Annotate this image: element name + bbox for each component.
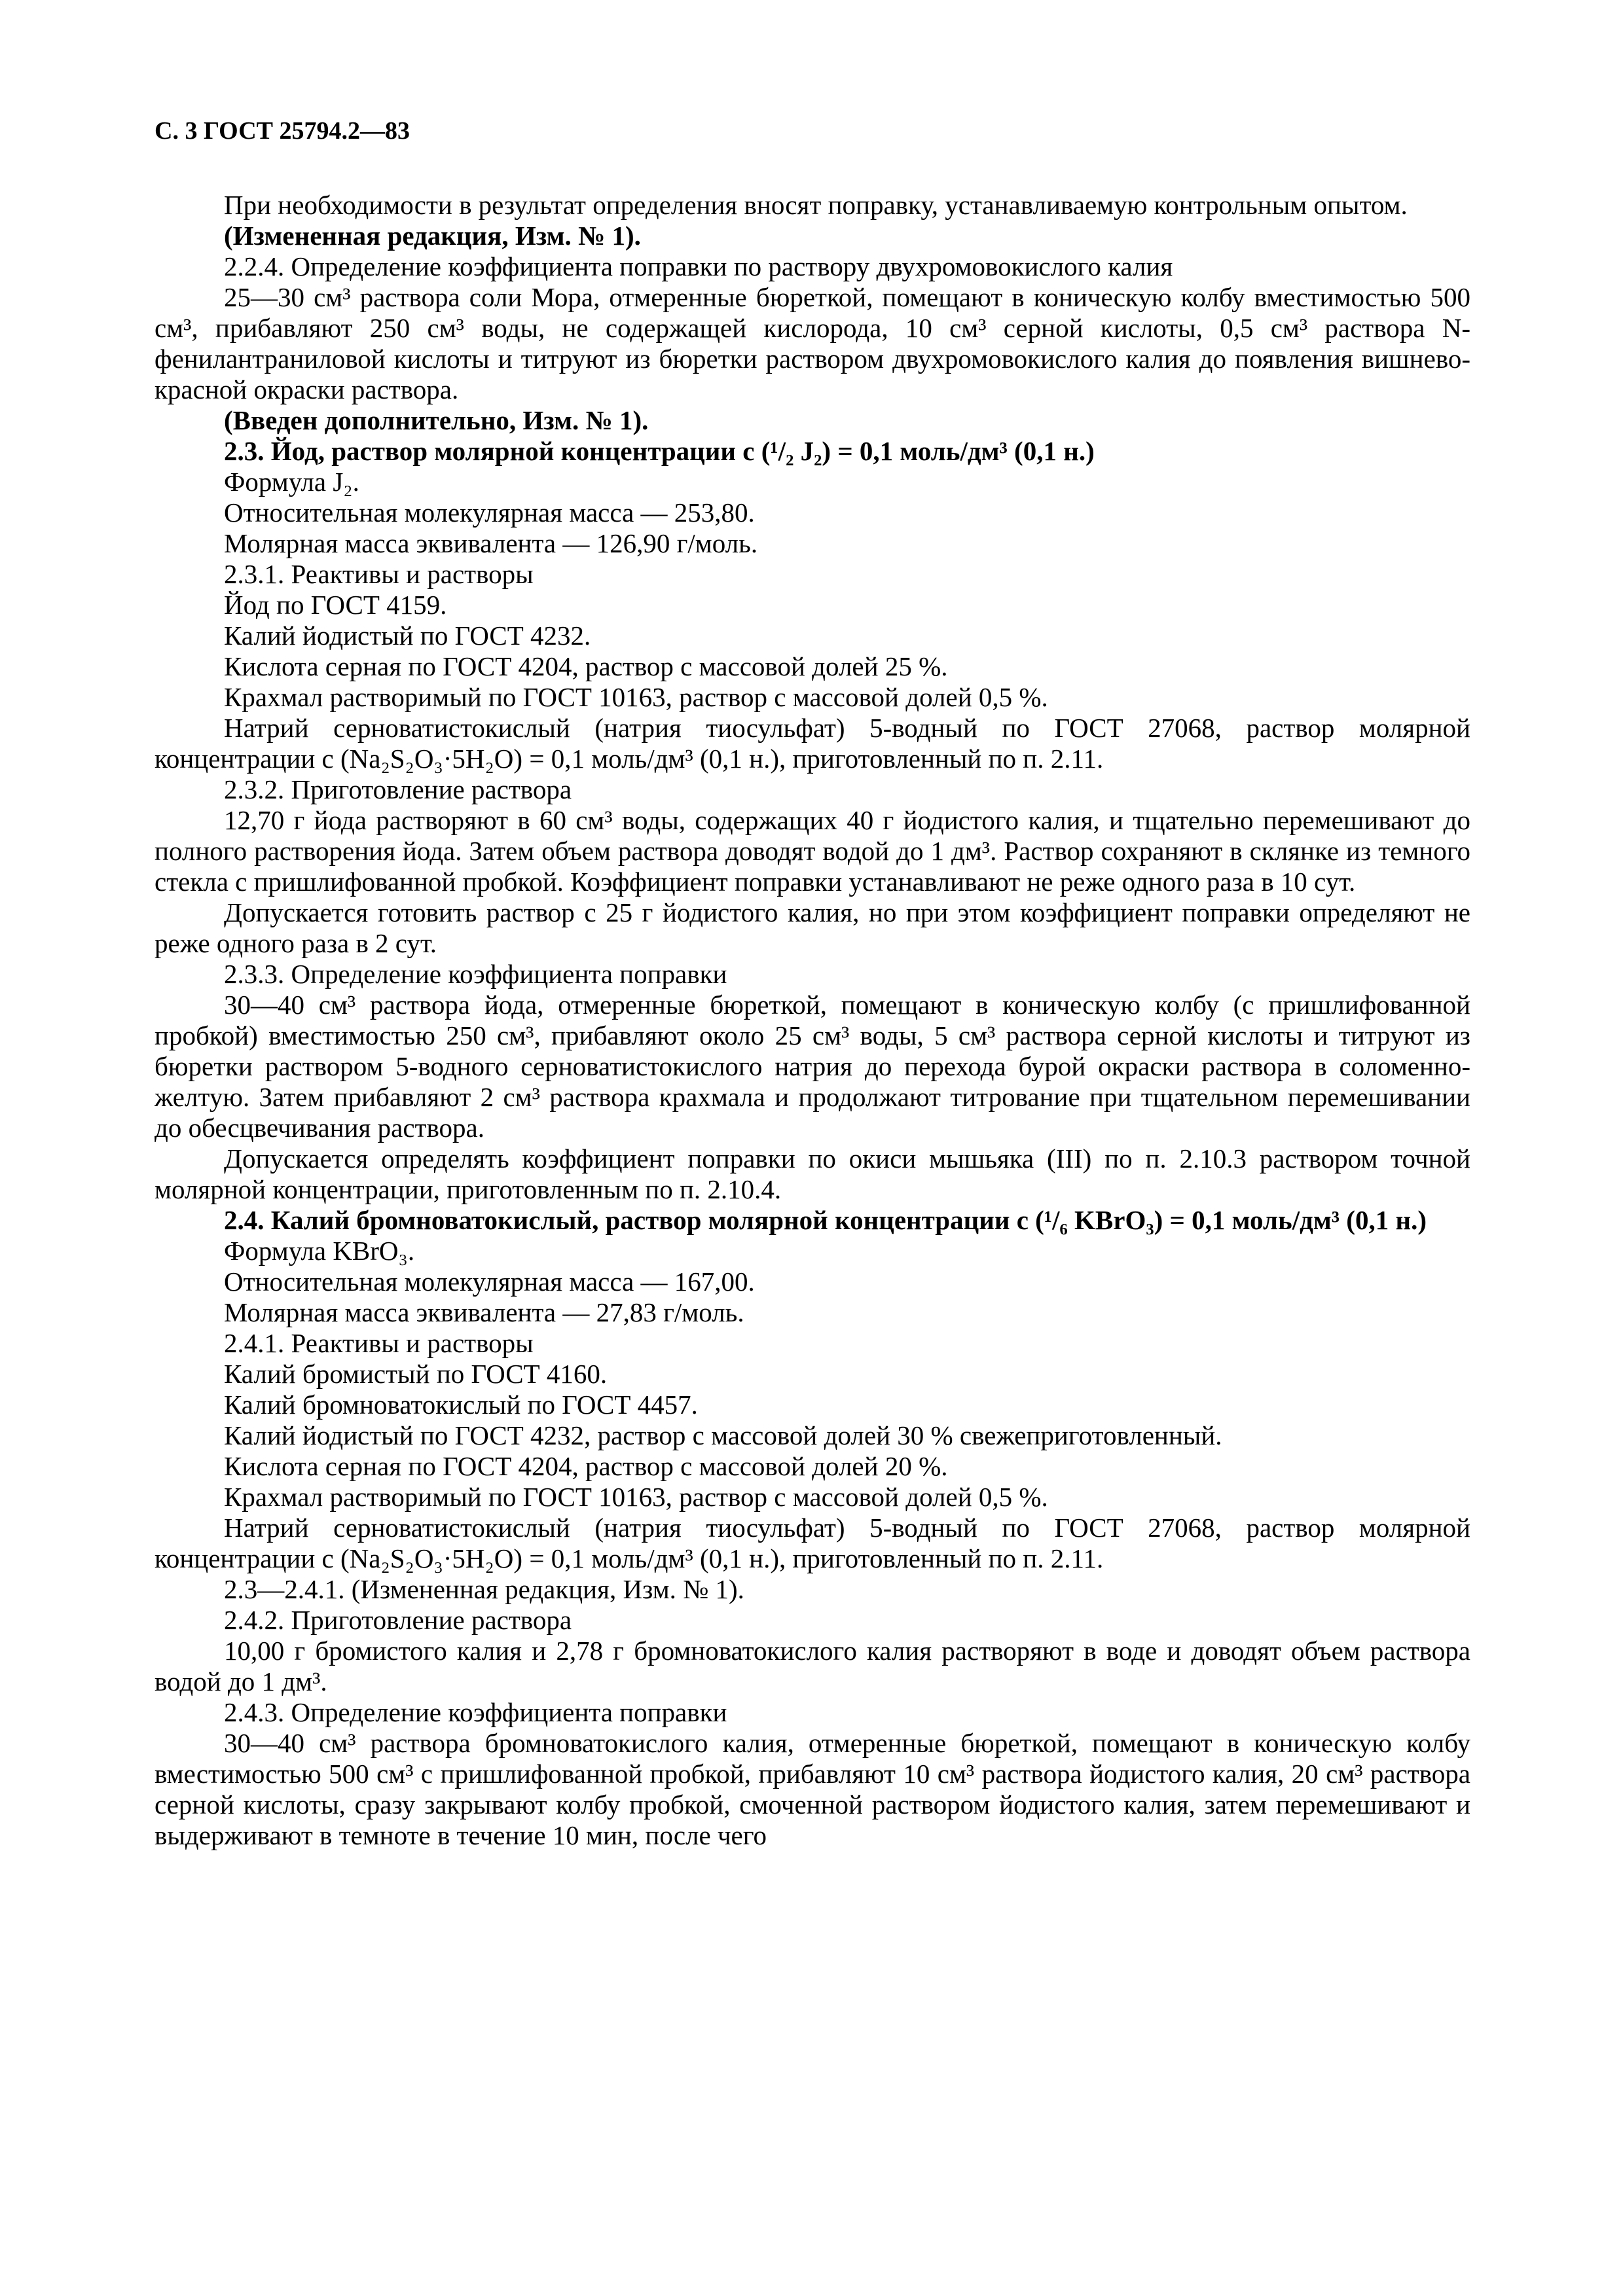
paragraph: Молярная масса эквивалента — 126,90 г/моль. <box>224 528 758 558</box>
paragraph: Кислота серная по ГОСТ 4204, раствор с массовой долей 25 %. <box>224 651 948 681</box>
paragraph: Допускается готовить раствор с 25 г йодистого калия, но при этом коэффициент поправки определяют не реже одного раза в 2 сут. <box>155 897 1470 958</box>
section-heading: 2.2.4. Определение коэффициента поправки по раствору двухромовокислого калия <box>224 251 1173 281</box>
paragraph: Крахмал растворимый по ГОСТ 10163, раствор с массовой долей 0,5 %. <box>224 1482 1048 1512</box>
paragraph: Натрий серноватистокислый (натрия тиосульфат) 5-водный по ГОСТ 27068, раствор молярной концентрации c (Na₂S₂O₃·5H₂O) = 0,1 моль/дм³ (0,1 н.), приготовленный по п. 2.11. <box>155 1513 1470 1573</box>
paragraph: Йод по ГОСТ 4159. <box>224 590 447 620</box>
section-heading: 2.3.1. Реактивы и растворы <box>224 559 534 589</box>
paragraph: Калий йодистый по ГОСТ 4232. <box>224 620 591 651</box>
paragraph: Калий бромноватокислый по ГОСТ 4457. <box>224 1390 698 1420</box>
paragraph: Формула KBrO₃. <box>224 1236 415 1266</box>
paragraph: Натрий серноватистокислый (натрия тиосульфат) 5-водный по ГОСТ 27068, раствор молярной концентрации c (Na₂S₂O₃·5H₂O) = 0,1 моль/дм³ (0,1 н.), приготовленный по п. 2.11. <box>155 713 1470 774</box>
paragraph: 10,00 г бромистого калия и 2,78 г бромноватокислого калия растворяют в воде и доводят объем раствора водой до 1 дм³. <box>155 1636 1470 1696</box>
paragraph: 25—30 см³ раствора соли Мора, отмеренные бюреткой, помещают в коническую колбу вместимостью 500 см³, прибавляют 250 см³ воды, не содержащей кислорода, 10 см³ серной кислоты, 0,5 см³ раствора N-фенилантраниловой кислоты и титруют из бюретки раствором двухромовокислого калия до появления вишнево-красной окраски раствора. <box>155 282 1470 404</box>
amendment-note: (Измененная редакция, Изм. № 1). <box>224 221 641 251</box>
paragraph: Относительная молекулярная масса — 167,00. <box>224 1266 755 1297</box>
paragraph: 12,70 г йода растворяют в 60 см³ воды, содержащих 40 г йодистого калия, и тщательно перемешивают до полного растворения йода. Затем объем раствора доводят водой до 1 дм³. Раствор сохраняют в склянке из темного стекла с пришлифованной пробкой. Коэффициент поправки устанавливают не реже одного раза в 10 сут. <box>155 805 1470 897</box>
amendment-note: (Введен дополнительно, Изм. № 1). <box>224 405 649 435</box>
page-header: С. 3 ГОСТ 25794.2—83 <box>155 117 410 145</box>
section-heading: 2.3. Йод, раствор молярной концентрации c (¹/₂ J₂) = 0,1 моль/дм³ (0,1 н.) <box>224 436 1095 466</box>
paragraph: Кислота серная по ГОСТ 4204, раствор с массовой долей 20 %. <box>224 1451 948 1481</box>
section-heading: 2.3.2. Приготовление раствора <box>224 774 572 804</box>
paragraph: 30—40 см³ раствора йода, отмеренные бюреткой, помещают в коническую колбу (с пришлифованной пробкой) вместимостью 250 см³, прибавляют около 25 см³ воды, 5 см³ раствора серной кислоты и титруют из бюретки раствором 5-водного серноватистокислого натрия до перехода бурой окраски раствора в соломенно-желтую. Затем прибавляют 2 см³ раствора крахмала и продолжают титрование при тщательном перемешивании до обесцвечивания раствора. <box>155 990 1470 1143</box>
paragraph: Калий бромистый по ГОСТ 4160. <box>224 1359 608 1389</box>
document-body <box>155 190 1470 1851</box>
paragraph: Калий йодистый по ГОСТ 4232, раствор с массовой долей 30 % свежеприготовленный. <box>224 1420 1222 1450</box>
paragraph: Крахмал растворимый по ГОСТ 10163, раствор с массовой долей 0,5 %. <box>224 682 1048 712</box>
paragraph: При необходимости в результат определения вносят поправку, устанавливаемую контрольным опытом. <box>224 190 1408 220</box>
section-heading: 2.4.3. Определение коэффициента поправки <box>224 1697 727 1727</box>
amendment-note: 2.3—2.4.1. (Измененная редакция, Изм. № 1). <box>224 1574 744 1604</box>
paragraph: Формула J₂. <box>224 467 359 497</box>
section-heading: 2.4.1. Реактивы и растворы <box>224 1328 534 1358</box>
paragraph: Относительная молекулярная масса — 253,80. <box>224 497 755 528</box>
section-heading: 2.4. Калий бромноватокислый, раствор молярной концентрации c (¹/₆ KBrO₃) = 0,1 моль/дм³ (0,1 н.) <box>224 1205 1427 1235</box>
section-heading: 2.4.2. Приготовление раствора <box>224 1605 572 1635</box>
section-heading: 2.3.3. Определение коэффициента поправки <box>224 959 727 989</box>
paragraph: Молярная масса эквивалента — 27,83 г/моль. <box>224 1297 744 1327</box>
paragraph: Допускается определять коэффициент поправки по окиси мышьяка (III) по п. 2.10.3 раствором точной молярной концентрации, приготовленным по п. 2.10.4. <box>155 1143 1470 1204</box>
paragraph: 30—40 см³ раствора бромноватокислого калия, отмеренные бюреткой, помещают в коническую колбу вместимостью 500 см³ с пришлифованной пробкой, прибавляют 10 см³ раствора йодистого калия, 20 см³ раствора серной кислоты, сразу закрывают колбу пробкой, смоченной раствором йодистого калия, затем перемешивают и выдерживают в темноте в течение 10 мин, после чего <box>155 1728 1470 1850</box>
